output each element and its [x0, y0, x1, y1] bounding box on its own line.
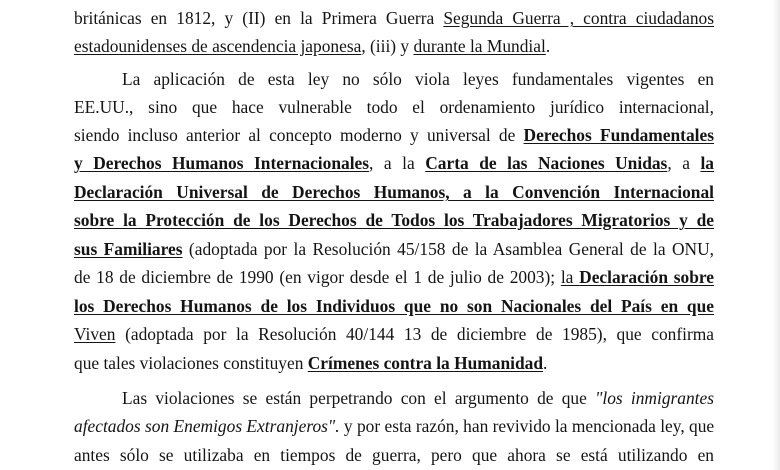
- p1-underline-ascendencia: estadounidenses de ascendencia japonesa: [74, 36, 362, 56]
- p3-italic-inmigrantes: "los inmigrantes: [595, 388, 714, 408]
- p2-line-11: [74, 351, 714, 375]
- p3-line-3: [74, 443, 714, 467]
- p2-line-8: [74, 265, 714, 289]
- p1-line-2: [74, 34, 714, 58]
- p2-text-3: siendo incluso anterior al concepto moderno y universal de: [74, 125, 524, 145]
- p2-text-6: (adoptada por la Resolución 45/158 de la Asamblea General de la ONU,: [182, 239, 714, 259]
- p2-bold-sus-familiares: sus Familiares: [74, 239, 183, 259]
- p2-line-4: [74, 151, 714, 175]
- p2-line-3: [74, 123, 714, 147]
- p2-bold-carta-naciones-unidas: Carta de las Naciones Unidas: [425, 153, 668, 173]
- p2-line-1: [74, 67, 714, 91]
- p2-text-2: EE.UU., sino que hace vulnerable todo el ordenamiento jurídico internacional,: [74, 97, 714, 117]
- p1-underline-segunda-guerra: Segunda Guerra , contra ciudadanos: [443, 8, 714, 28]
- p3-line-1: [74, 386, 714, 410]
- p2-bold-crimenes-humanidad: Crímenes contra la Humanidad: [307, 353, 544, 373]
- p3-text-2: y por esta razón, han revivido la mencionada ley, que: [339, 416, 715, 436]
- p1-line-1: [74, 6, 714, 30]
- p1-text-1: británicas en 1812, y (II) en la Primera Guerra: [74, 8, 444, 28]
- p2-text-10: .: [543, 353, 548, 373]
- p2-line-7: [74, 237, 714, 261]
- p2-text-7: de 18 de diciembre de 1990 (en vigor desde el 1 de julio de 2003);: [74, 267, 561, 287]
- p2-text-8: (adoptada por la Resolución 40/144 13 de diciembre de 1985), que confirma: [115, 324, 714, 344]
- p2-bold-declaracion-sobre: Declaración sobre: [579, 267, 714, 287]
- p2-text-9: que tales violaciones constituyen: [74, 353, 308, 373]
- p3-text-1: Las violaciones se están perpetrando con el argumento de que: [122, 388, 596, 408]
- p2-text-4: , a la: [369, 153, 426, 173]
- p2-line-6: [74, 208, 714, 232]
- p2-bold-derechos-humanos: y Derechos Humanos Internacionales: [74, 153, 370, 173]
- page-edge-shadow: [772, 0, 780, 470]
- p3-line-2: [74, 414, 714, 438]
- p2-bold-derechos-fundamentales: Derechos Fundamentales: [523, 125, 714, 145]
- p2-text-5: , a: [667, 153, 701, 173]
- p1-text-3: .: [545, 36, 551, 56]
- p2-line-10: [74, 322, 714, 346]
- p3-text-3: antes sólo se utilizaba en tiempos de guerra, pero que ahora se está utilizando en: [74, 445, 714, 465]
- p2-line-9: [74, 294, 714, 318]
- p2-bold-declaracion-universal: Declaración Universal de Derechos Humanos, a la Convención Internacional: [74, 182, 714, 202]
- p2-text-1: La aplicación de esta ley no sólo viola leyes fundamentales vigentes en: [122, 69, 714, 89]
- p2-underline-la: la: [560, 267, 580, 287]
- p2-line-5: [74, 180, 714, 204]
- p1-underline-mundial: durante la Mundial: [413, 36, 546, 56]
- p2-underline-viven: Viven: [74, 324, 116, 344]
- p1-text-2: , (iii) y: [361, 36, 414, 56]
- p2-bold-proteccion-trabajadores: sobre la Protección de los Derechos de Todos los Trabajadores Migratorios y de: [74, 210, 714, 230]
- p2-bold-derechos-individuos: los Derechos Humanos de los Individuos que no son Nacionales del País en que: [74, 296, 714, 316]
- p2-line-2: [74, 95, 714, 119]
- p2-bold-la: la: [700, 153, 714, 173]
- p3-italic-enemigos: afectados son Enemigos Extranjeros".: [74, 416, 340, 436]
